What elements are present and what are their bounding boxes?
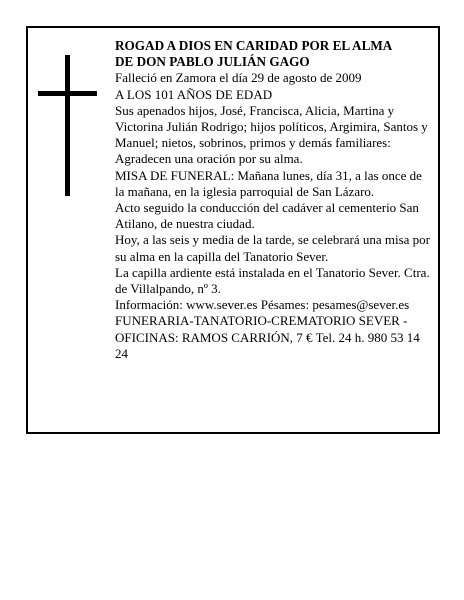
family-list: Sus apenados hijos, José, Francisca, Alicia, Martina y Victorina Julián Rodrigo; hijos políticos, Argimira, Santos y Manuel; nietos, sobrinos, primos y demás familiares: <box>115 102 428 151</box>
cross-icon <box>65 55 70 196</box>
heading-line-2: DE DON PABLO JULIÁN GAGO <box>115 54 310 70</box>
age-line: A LOS 101 AÑOS DE EDAD <box>115 86 273 102</box>
evening-mass: Hoy, a las seis y media de la tarde, se celebrará una misa por su alma en la capilla del Tanatorio Sever. <box>115 232 431 264</box>
info-line: Información: www.sever.es Pésames: pesames@sever.es <box>115 297 410 313</box>
thanks-line: Agradecen una oración por su alma. <box>115 151 303 167</box>
death-date: Falleció en Zamora el día 29 de agosto de 2009 <box>115 70 362 86</box>
cross-icon-bar <box>38 91 97 96</box>
cortege-line: Acto seguido la conducción del cadáver al cementerio San Atilano, de nuestra ciudad. <box>115 200 419 232</box>
heading-line-1: ROGAD A DIOS EN CARIDAD POR EL ALMA <box>115 38 393 53</box>
chapel-line: La capilla ardiente está instalada en el Tanatorio Sever. Ctra. de Villalpando, nº 3. <box>115 264 430 297</box>
obituary-text <box>115 38 430 362</box>
funeral-mass: MISA DE FUNERAL: Mañana lunes, día 31, a las once de la mañana, en la iglesia parroquial de San Lázaro. <box>115 167 422 199</box>
company-line: FUNERARIA-TANATORIO-CREMATORIO SEVER - OFICINAS: RAMOS CARRIÓN, 7 € Tel. 24 h. 980 53 14 24 <box>115 313 420 361</box>
